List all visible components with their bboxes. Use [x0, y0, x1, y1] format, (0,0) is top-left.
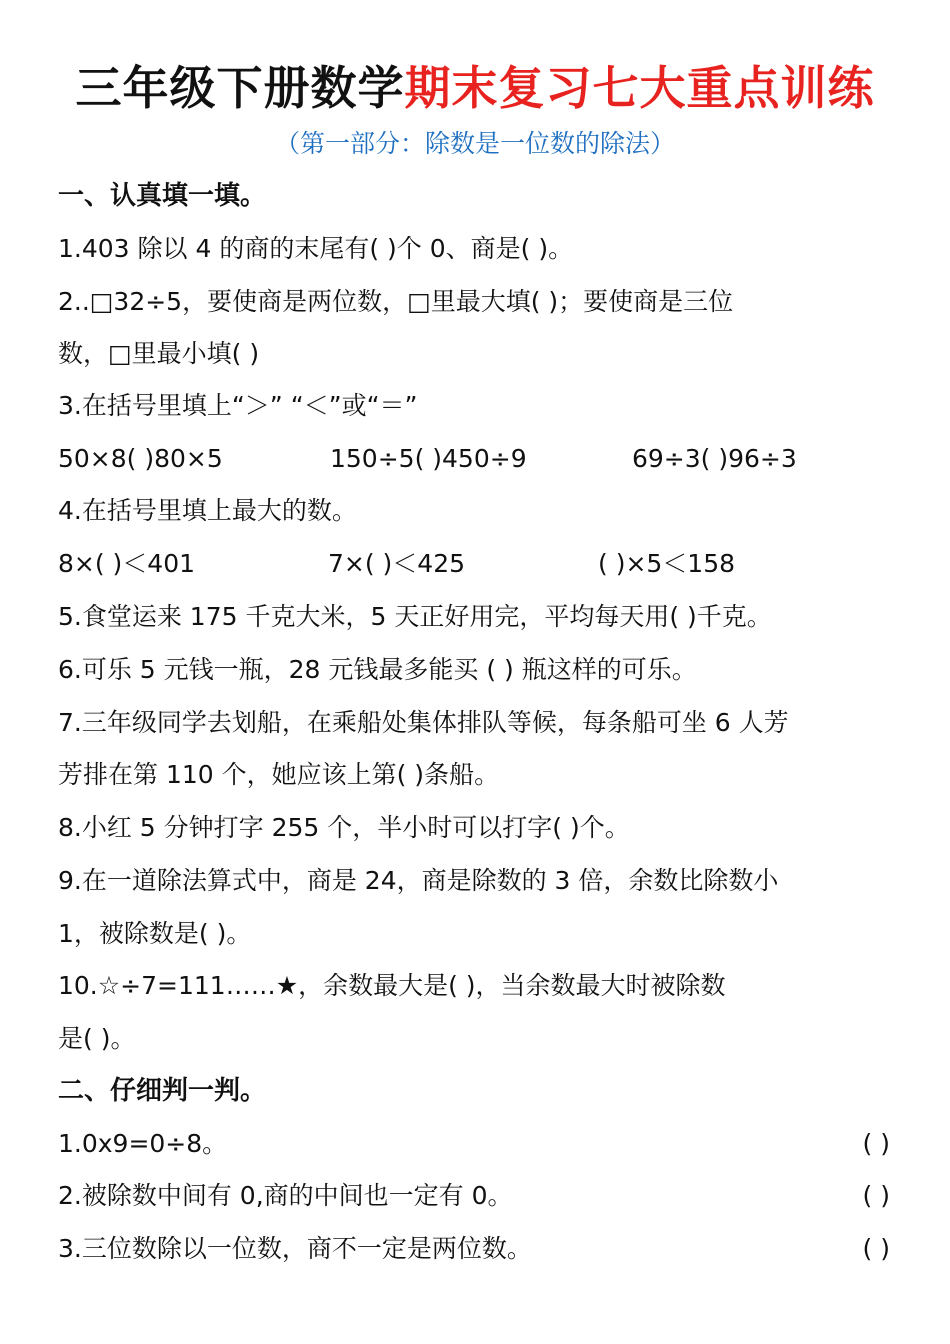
question-5: 5.食堂运来 175 千克大米，5 天正好用完，平均每天用( )千克。 — [58, 602, 772, 631]
title-red: 期末复习七大重点训练 — [404, 61, 875, 115]
judge-statement: 2.被除数中间有 0,商的中间也一定有 0。 — [58, 1181, 513, 1210]
question-9-line1: 9.在一道除法算式中，商是 24，商是除数的 3 倍，余数比除数小 — [58, 866, 779, 895]
judge-statement: 3.三位数除以一位数，商不一定是两位数。 — [58, 1234, 532, 1263]
question-2-line1: 2..□32÷5，要使商是两位数，□里最大填( )；要使商是三位 — [58, 287, 734, 316]
compare-item: 150÷5( )450÷9 — [330, 444, 527, 473]
compare-item: 50×8( )80×5 — [58, 444, 223, 473]
answer-parentheses[interactable]: ( ) — [862, 1129, 890, 1158]
question-1: 1.403 除以 4 的商的末尾有( )个 0、商是( )。 — [58, 234, 574, 263]
question-4: 4.在括号里填上最大的数。 — [58, 496, 357, 525]
compare-item: 69÷3( )96÷3 — [632, 444, 797, 473]
question-2-line2: 数，□里最小填( ) — [58, 339, 260, 368]
question-4-items — [58, 544, 898, 584]
answer-parentheses[interactable]: ( ) — [862, 1234, 890, 1263]
section2-heading: 二、仔细判一判。 — [58, 1076, 267, 1106]
judge-item-1 — [58, 1124, 898, 1164]
fill-max-item: 8×( )＜401 — [58, 549, 196, 578]
question-3-items — [58, 439, 898, 479]
question-3: 3.在括号里填上“＞” “＜”或“＝” — [58, 391, 418, 420]
judge-statement: 1.0x9=0÷8。 — [58, 1129, 228, 1158]
judge-item-2 — [58, 1176, 898, 1216]
answer-parentheses[interactable]: ( ) — [862, 1181, 890, 1210]
fill-max-item: 7×( )＜425 — [328, 549, 466, 578]
question-10-line2: 是( )。 — [58, 1024, 136, 1053]
question-7-line1: 7.三年级同学去划船，在乘船处集体排队等候，每条船可坐 6 人芳 — [58, 708, 789, 737]
question-6: 6.可乐 5 元钱一瓶，28 元钱最多能买 ( ) 瓶这样的可乐。 — [58, 655, 697, 684]
title-black: 三年级下册数学 — [75, 61, 405, 115]
question-8: 8.小红 5 分钟打字 255 个，半小时可以打字( )个。 — [58, 813, 630, 842]
question-7-line2: 芳排在第 110 个，她应该上第( )条船。 — [58, 760, 500, 789]
question-9-line2: 1，被除数是( )。 — [58, 919, 252, 948]
fill-max-item: ( )×5＜158 — [598, 549, 736, 578]
page-subtitle: （第一部分：除数是一位数的除法） — [274, 129, 675, 158]
section1-heading: 一、认真填一填。 — [58, 181, 267, 211]
question-10-line1: 10.☆÷7=111……★，余数最大是( )，当余数最大时被除数 — [58, 971, 726, 1000]
page-title — [0, 58, 950, 118]
judge-item-3 — [58, 1229, 898, 1269]
